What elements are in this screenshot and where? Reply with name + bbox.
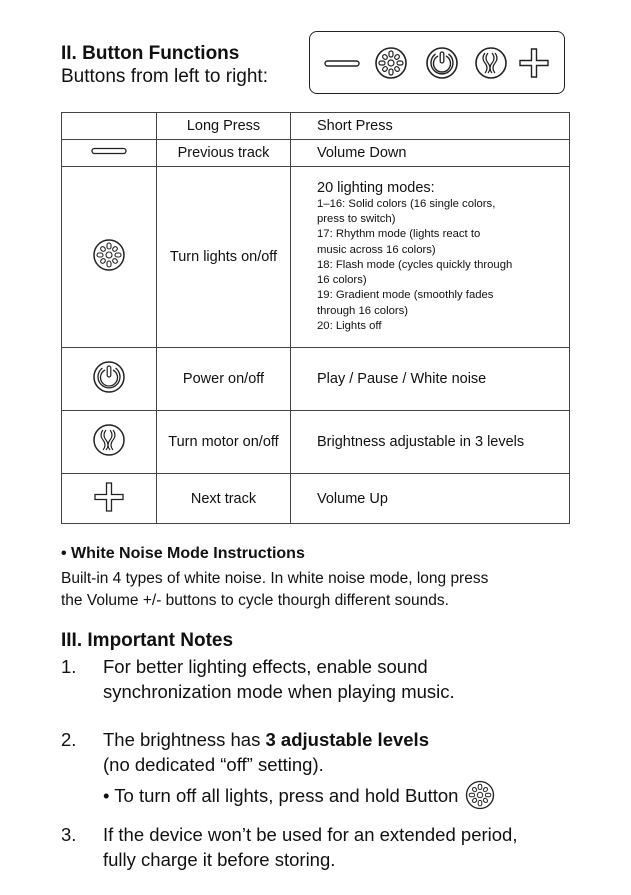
mode-line: 18: Flash mode (cycles quickly through — [317, 258, 513, 271]
section-title: II. Button Functions — [61, 43, 240, 64]
lighting-modes-cell — [291, 167, 570, 348]
note-line: synchronization mode when playing music. — [103, 681, 455, 702]
long-press-cell: Next track — [157, 474, 291, 524]
long-press-cell: Turn lights on/off — [157, 167, 291, 348]
table-row — [62, 348, 570, 411]
note-number: 1. — [61, 656, 77, 677]
note-line: (no dedicated “off” setting). — [103, 754, 324, 775]
white-noise-title: • White Noise Mode Instructions — [61, 545, 305, 562]
power-icon — [427, 48, 457, 78]
table-row — [62, 411, 570, 474]
long-press-cell: Previous track — [157, 140, 291, 167]
button-function-table — [61, 112, 570, 524]
power-icon — [89, 357, 129, 397]
long-press-cell: Turn motor on/off — [157, 411, 291, 474]
header-long-press: Long Press — [157, 113, 291, 140]
notes-title: III. Important Notes — [61, 630, 234, 651]
mode-line: 20: Lights off — [317, 319, 382, 332]
note-text: The brightness has — [103, 729, 266, 750]
table-row — [62, 474, 570, 524]
motor-icon — [476, 48, 506, 78]
lights-icon — [376, 48, 406, 78]
lighting-modes-title: 20 lighting modes: — [317, 180, 435, 197]
white-noise-line: the Volume +/- buttons to cycle thourgh different sounds. — [61, 592, 449, 609]
lights-icon — [89, 235, 129, 275]
lights-icon — [462, 777, 498, 813]
header-short-press: Short Press — [291, 113, 570, 140]
mode-line: 17: Rhythm mode (lights react to — [317, 228, 481, 241]
mode-line: 16 colors) — [317, 274, 367, 287]
white-noise-line: Built-in 4 types of white noise. In white noise mode, long press — [61, 570, 489, 587]
section-subtitle: Buttons from left to right: — [61, 66, 268, 87]
motor-icon — [89, 420, 129, 460]
minus-icon — [325, 61, 359, 66]
note-emphasis: 3 adjustable levels — [265, 729, 429, 750]
mode-line: through 16 colors) — [317, 304, 409, 317]
white-noise-text — [61, 568, 581, 612]
short-press-cell: Brightness adjustable in 3 levels — [291, 411, 570, 474]
note-text: • To turn off all lights, press and hold Button — [103, 784, 459, 806]
minus-icon — [89, 144, 129, 158]
note-1 — [103, 654, 455, 704]
mode-line: press to switch) — [317, 213, 396, 226]
plus-icon — [91, 479, 127, 515]
note-2 — [103, 727, 498, 813]
note-line — [103, 727, 498, 752]
note-line — [103, 777, 498, 813]
mode-line: 1–16: Solid colors (16 single colors, — [317, 198, 496, 211]
note-number: 3. — [61, 824, 77, 845]
short-press-cell: Volume Up — [291, 474, 570, 524]
table-row — [62, 167, 570, 348]
mode-line: 19: Gradient mode (smoothly fades — [317, 289, 494, 302]
short-press-cell: Play / Pause / White noise — [291, 348, 570, 411]
short-press-cell: Volume Down — [291, 140, 570, 167]
table-header-row — [62, 113, 570, 140]
note-line: For better lighting effects, enable sound — [103, 656, 428, 677]
note-line: fully charge it before storing. — [103, 849, 336, 870]
note-3 — [103, 822, 517, 872]
plus-icon — [520, 49, 548, 77]
note-line: If the device won’t be used for an extended period, — [103, 824, 518, 845]
table-row — [62, 140, 570, 167]
mode-line: music across 16 colors) — [317, 243, 436, 256]
note-number: 2. — [61, 729, 77, 750]
header-icon-col — [62, 113, 157, 140]
button-panel — [309, 31, 565, 94]
long-press-cell: Power on/off — [157, 348, 291, 411]
